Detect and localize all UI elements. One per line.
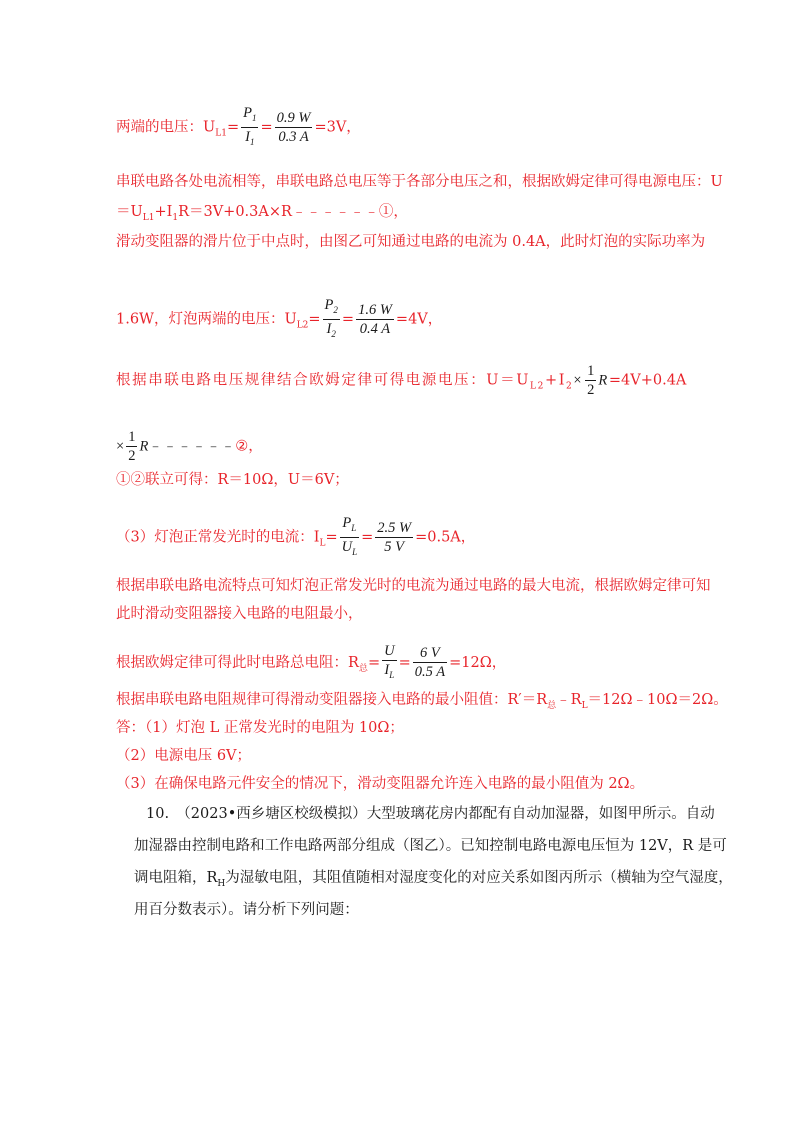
den: I <box>326 320 332 337</box>
text: 0.5A， <box>427 529 476 546</box>
den2: 0.4 A <box>359 320 391 337</box>
text: +I <box>544 372 567 389</box>
times: × <box>116 438 125 455</box>
text: =4V+0.4A <box>608 372 687 389</box>
subscript: L2 <box>530 381 545 392</box>
num: U <box>384 643 395 659</box>
den: U <box>341 538 353 555</box>
subscript: 1 <box>172 212 179 223</box>
den: I <box>245 128 250 145</box>
line-max-current: 根据串联电路电流特点可知灯泡正常发光时的电流为通过电路的最大电流，根据欧姆定律可知 <box>116 578 711 594</box>
line-equation-2 <box>116 428 263 465</box>
den2: 5 V <box>384 538 405 555</box>
line-current: （3）灯泡正常发光时的电流：$I_L=$ $\frac{P_L}{U_L}$ = $\frac{2.5 W}{5 V}$ =0.5A， <box>116 514 475 561</box>
fraction-values <box>275 109 313 146</box>
text: 根据欧姆定律可得此时电路总电阻：R <box>116 654 359 671</box>
den-sub: 2 <box>331 328 336 339</box>
line-answer-2: （2）电源电压 6V； <box>116 748 252 764</box>
num-sub: 1 <box>251 112 257 123</box>
line-answer-3: （3）在确保电路元件安全的情况下，滑动变阻器允许连入电路的最小阻值为 2Ω。 <box>116 776 645 792</box>
line-total-resistance: 根据欧姆定律可得此时电路总电阻：$R_总=$ $\frac{U}{I_L}$ = $\frac{6 V}{0.5 A}$ =12Ω， <box>116 642 506 684</box>
subscript: L1 <box>142 212 155 223</box>
num2: 2.5 W <box>377 519 412 536</box>
subscript: L <box>581 700 588 711</box>
line-slider-midpoint: 滑动变阻器的滑片位于中点时，由图乙可知通过电路的电流为 0.4A，此时灯泡的实际功率为 <box>116 234 706 250</box>
fraction-p-over-i <box>241 104 258 151</box>
den-sub: L <box>352 546 358 557</box>
subscript: 总 <box>547 700 557 711</box>
num: 1 <box>587 363 595 379</box>
text: +I <box>154 204 173 220</box>
text: ＝12Ω﹣10Ω＝2Ω。 <box>587 692 728 708</box>
fraction-p-over-i <box>323 296 340 343</box>
den2: 0.3 A <box>278 128 309 145</box>
line-equation-1 <box>116 202 408 228</box>
r: R <box>598 372 609 389</box>
text: 1.6W，灯泡两端的电压：U <box>116 311 297 328</box>
text: ＝U <box>116 204 143 220</box>
text: 12Ω， <box>461 654 507 671</box>
fraction-half <box>126 428 137 465</box>
num: 1 <box>128 429 136 445</box>
circled-2: ② <box>235 438 249 455</box>
line-min-resistance: 此时滑动变阻器接入电路的电阻最小， <box>116 606 363 622</box>
line-answer-1: 答：（1）灯泡 L 正常发光时的电阻为 10Ω； <box>116 720 404 736</box>
question-10-line-2: 加湿器由控制电路和工作电路两部分组成（图乙）。已知控制电路电源电压恒为 12V，R 是可 <box>134 838 727 854</box>
fraction-values <box>356 301 394 338</box>
den: I <box>384 662 390 678</box>
den: 2 <box>128 448 136 464</box>
line-series-circuit: 串联电路各处电流相等，串联电路总电压等于各部分电压之和，根据欧姆定律可得电源电压：U <box>116 174 723 190</box>
num: P <box>342 515 352 531</box>
fraction-values <box>375 519 413 556</box>
line-voltage-l2: 1.6W，灯泡两端的电压：$U_{L2}=$ $\frac{P_2}{I_2}$ = $\frac{1.6 W}{0.4 A}$ =4V， <box>116 296 442 343</box>
text: 为湿敏电阻，其阻值随相对湿度变化的对应关系如图丙所示（横轴为空气湿度， <box>225 870 733 886</box>
question-10-line-4: 用百分数表示）。请分析下列问题： <box>134 902 359 918</box>
text: 3V， <box>326 119 361 136</box>
subscript: L2 <box>296 320 309 331</box>
line-source-voltage <box>116 362 686 399</box>
num-sub: 2 <box>333 304 338 315</box>
text: ， <box>248 438 263 455</box>
subscript: L1 <box>215 128 227 139</box>
num2: 0.9 W <box>276 109 311 126</box>
subscript: 总 <box>358 663 368 674</box>
num2: 6 V <box>413 644 447 663</box>
fraction-values <box>413 644 447 681</box>
text: 根据串联电路电压规律结合欧姆定律可得电源电压：U＝U <box>116 372 531 389</box>
den: 2 <box>587 382 595 398</box>
den-sub: 1 <box>249 136 255 147</box>
subscript: L <box>319 538 326 549</box>
question-10-line-1: 10. （2023•西乡塘区校级模拟）大型玻璃花房内都配有自动加湿器，如图甲所示。自动 <box>146 806 715 822</box>
fraction-p-over-u <box>340 514 360 561</box>
num: P <box>243 105 252 121</box>
fraction-u-over-i <box>382 642 396 684</box>
r: R <box>139 438 149 455</box>
line-voltage-l1: 两端的电压：$U_{L1}=$ $\frac{P_1}{I_1}$ = $\frac{0.9 W}{0.3 A}$ =3V， <box>116 104 361 151</box>
subscript: 2 <box>566 381 574 392</box>
num-sub: L <box>351 522 357 533</box>
text: ﹣R <box>556 692 582 708</box>
den2: 0.5 A <box>414 664 446 681</box>
text: （3）灯泡正常发光时的电流：I <box>116 529 320 546</box>
line-combine: ①②联立可得：R＝10Ω，U＝6V； <box>116 472 349 488</box>
question-10-line-3 <box>134 868 733 894</box>
subscript: H <box>217 878 226 889</box>
den-sub: L <box>389 669 395 680</box>
equals: = <box>226 119 240 136</box>
fraction-half <box>585 362 596 399</box>
num: P <box>324 297 334 313</box>
line-min-value <box>116 690 728 716</box>
text: 两端的电压：U <box>116 119 216 136</box>
text: 4V， <box>408 311 443 328</box>
times: × <box>573 372 584 389</box>
dashes: ﹣﹣﹣﹣﹣﹣ <box>148 438 236 455</box>
num2: 1.6 W <box>358 301 392 318</box>
text: R＝3V+0.3A×R﹣﹣﹣﹣﹣﹣①， <box>178 204 408 220</box>
text: 调电阻箱，R <box>134 870 218 886</box>
text: 根据串联电路电阻规律可得滑动变阻器接入电路的最小阻值：R′＝R <box>116 692 548 708</box>
